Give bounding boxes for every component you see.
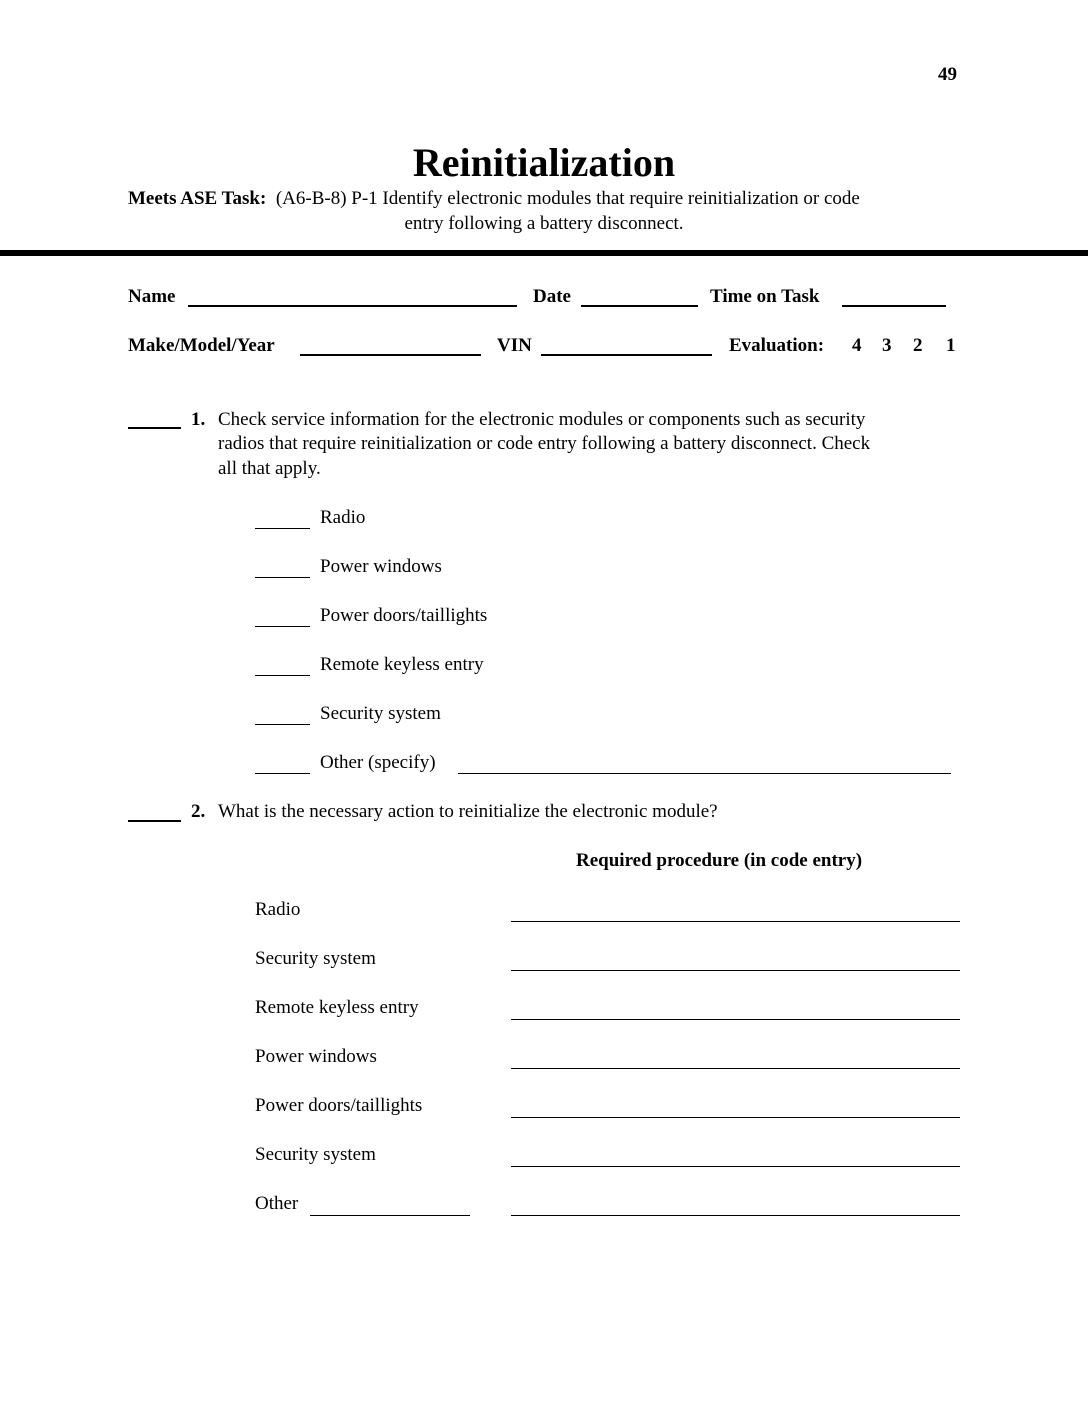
procedure-field[interactable] (511, 1166, 960, 1167)
option-blank-power-doors[interactable] (255, 626, 310, 627)
option-label: Other (specify) (320, 752, 436, 773)
question1-text-line: Check service information for the electronic modules or components such as security (218, 409, 866, 430)
name-label: Name (128, 286, 176, 307)
vin-field[interactable] (541, 354, 712, 356)
task-label: Meets ASE Task: (128, 188, 267, 209)
option-label: Remote keyless entry (320, 654, 484, 675)
procedure-field[interactable] (511, 1019, 960, 1020)
evaluation-score-3[interactable]: 3 (882, 335, 892, 356)
option-label: Power doors/taillights (320, 605, 488, 626)
procedure-row-label: Power windows (255, 1046, 377, 1067)
page-number: 49 (938, 64, 957, 85)
evaluation-score-1[interactable]: 1 (946, 335, 956, 356)
option-blank-security[interactable] (255, 724, 310, 725)
procedure-field[interactable] (511, 921, 960, 922)
option-blank-power-windows[interactable] (255, 577, 310, 578)
procedure-row-label: Security system (255, 1144, 376, 1165)
question1-text-line: all that apply. (218, 458, 321, 479)
procedure-field[interactable] (511, 1068, 960, 1069)
time-on-task-label: Time on Task (710, 286, 820, 307)
question1-check-blank[interactable] (128, 427, 181, 429)
evaluation-score-2[interactable]: 2 (913, 335, 923, 356)
other-specify-field[interactable] (458, 773, 951, 774)
option-label: Power windows (320, 556, 442, 577)
option-blank-radio[interactable] (255, 528, 310, 529)
procedure-row-label: Other (255, 1193, 299, 1214)
other-module-field[interactable] (310, 1215, 470, 1216)
task-line-1 (128, 188, 860, 210)
question2-check-blank[interactable] (128, 820, 181, 822)
vin-label: VIN (497, 335, 532, 356)
task-line-2: entry following a battery disconnect. (404, 213, 684, 234)
procedure-field[interactable] (511, 1117, 960, 1118)
header-rule (0, 250, 1088, 256)
question2-number: 2. (191, 801, 206, 822)
question2-text: What is the necessary action to reinitialize the electronic module? (218, 801, 718, 822)
procedure-row-label: Radio (255, 899, 301, 920)
question1-number: 1. (191, 409, 206, 430)
date-field[interactable] (581, 305, 698, 307)
evaluation-score-4[interactable]: 4 (852, 335, 862, 356)
procedure-column-header: Required procedure (in code entry) (576, 850, 863, 871)
procedure-field[interactable] (511, 970, 960, 971)
make-model-year-field[interactable] (300, 354, 481, 356)
question1-text-line: radios that require reinitialization or code entry following a battery disconnect. Check (218, 433, 871, 454)
procedure-row-label: Remote keyless entry (255, 997, 419, 1018)
make-model-year-label: Make/Model/Year (128, 335, 275, 356)
option-label: Security system (320, 703, 441, 724)
procedure-field[interactable] (511, 1215, 960, 1216)
time-on-task-field[interactable] (842, 305, 946, 307)
task-text: (A6-B-8) P-1 Identify electronic modules that require reinitialization or code (275, 188, 860, 209)
page-title: Reinitialization (412, 140, 676, 185)
option-blank-remote-keyless[interactable] (255, 675, 310, 676)
procedure-row-label: Security system (255, 948, 376, 969)
option-label: Radio (320, 507, 366, 528)
evaluation-label: Evaluation: (729, 335, 825, 356)
name-field[interactable] (188, 305, 517, 307)
date-label: Date (533, 286, 571, 307)
procedure-row-label: Power doors/taillights (255, 1095, 423, 1116)
option-blank-other[interactable] (255, 773, 310, 774)
